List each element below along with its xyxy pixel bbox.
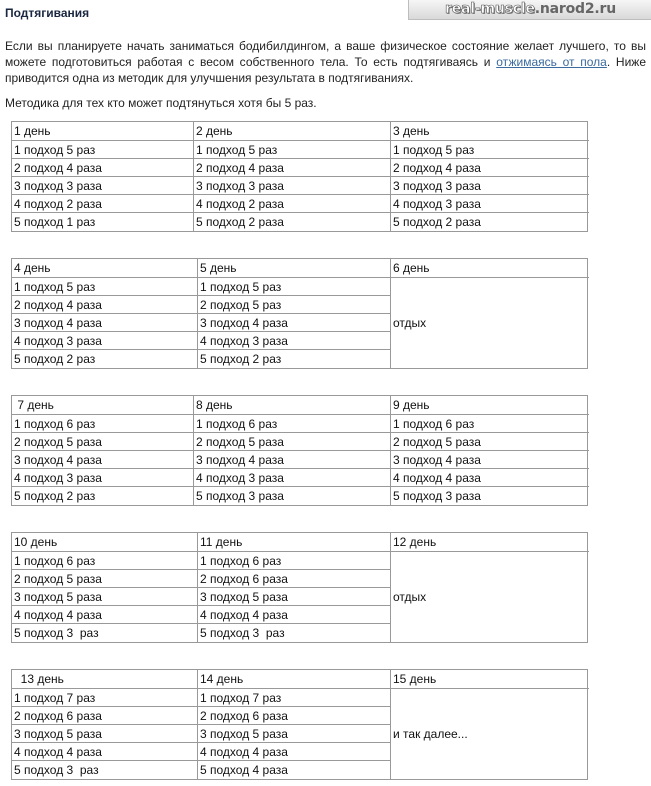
set-cell: 1 подход 6 раз <box>391 415 589 433</box>
set-cell: 2 подход 5 раза <box>194 433 391 451</box>
set-cell: 2 подход 6 раза <box>198 570 391 588</box>
set-cell: 5 подход 2 раз <box>198 350 391 368</box>
set-cell: 4 подход 4 раза <box>391 469 589 487</box>
set-cell: 2 подход 5 раза <box>391 433 589 451</box>
set-cell: 2 подход 5 раза <box>12 433 194 451</box>
set-cell: 5 подход 3 раза <box>194 487 391 505</box>
rest-cell: отдых <box>393 590 427 604</box>
set-cell: 4 подход 4 раза <box>12 743 198 761</box>
workout-table <box>11 669 588 780</box>
set-cell: 1 подход 6 раз <box>12 552 198 570</box>
set-cell: 4 подход 2 раза <box>12 195 194 213</box>
set-cell: 2 подход 4 раза <box>12 296 198 314</box>
page-title: Подтягивания <box>5 6 90 20</box>
set-cell: 4 подход 4 раза <box>12 606 198 624</box>
rest-cell: отдых <box>393 316 427 330</box>
set-cell: 5 подход 2 раза <box>393 215 481 229</box>
logo-part1: real-muscle <box>445 1 535 17</box>
set-cell: 1 подход 6 раз <box>12 415 194 433</box>
set-cell: 1 подход 5 раз <box>198 278 391 296</box>
set-cell: 3 подход 4 раза <box>194 451 391 469</box>
workout-table <box>11 121 588 232</box>
set-cell: 3 подход 3 раза <box>194 177 391 195</box>
set-cell: 1 подход 5 раз <box>194 141 391 159</box>
set-cell: 5 подход 3 раза <box>393 489 481 503</box>
day-header: 1 день <box>12 122 194 141</box>
day-header: 13 день <box>12 670 198 689</box>
set-cell: 3 подход 5 раза <box>198 725 391 743</box>
set-cell: 3 подход 4 раза <box>12 314 198 332</box>
logo-part2: .narod2.ru <box>534 1 616 17</box>
set-cell: 1 подход 5 раз <box>12 278 198 296</box>
method-title: Методика для тех кто может подтянуться хотя бы 5 раз. <box>5 96 317 110</box>
set-cell: 5 подход 4 раза <box>198 761 391 779</box>
set-cell: 4 подход 4 раза <box>198 606 391 624</box>
set-cell: 4 подход 3 раза <box>198 332 391 350</box>
set-cell: 1 подход 6 раз <box>198 552 391 570</box>
set-cell: 3 подход 5 раза <box>198 588 391 606</box>
set-cell: 2 подход 6 раза <box>12 707 198 725</box>
day-header: 6 день <box>391 259 589 278</box>
set-cell: 4 подход 3 раза <box>194 469 391 487</box>
day-header: 3 день <box>391 122 589 141</box>
set-cell: 3 подход 5 раза <box>12 588 198 606</box>
set-cell: 3 подход 5 раза <box>12 725 198 743</box>
push-ups-link[interactable]: отжимаясь от пола <box>496 55 607 69</box>
day-header: 12 день <box>391 533 589 552</box>
intro-text-after: . Ниже приводится одна из методик для улучшения результата в подтягиваниях. <box>5 55 646 85</box>
set-cell: 2 подход 6 раза <box>198 707 391 725</box>
day-header: 11 день <box>198 533 391 552</box>
set-cell: 1 подход 5 раз <box>12 141 194 159</box>
set-cell: 5 подход 3 раз <box>198 624 391 642</box>
workout-table <box>11 395 588 506</box>
set-cell: 1 подход 7 раз <box>12 689 198 707</box>
set-cell: 5 подход 2 раз <box>12 487 194 505</box>
set-cell: 1 подход 7 раз <box>198 689 391 707</box>
set-cell: 4 подход 2 раза <box>194 195 391 213</box>
workout-table <box>11 532 588 643</box>
day-header: 14 день <box>198 670 391 689</box>
set-cell: 5 подход 1 раз <box>12 213 194 231</box>
day-header: 4 день <box>12 259 198 278</box>
set-cell: 1 подход 5 раз <box>391 141 589 159</box>
set-cell: 4 подход 4 раза <box>198 743 391 761</box>
workout-table <box>11 258 588 369</box>
set-cell: 3 подход 3 раза <box>12 177 194 195</box>
day-header: 2 день <box>194 122 391 141</box>
set-cell: 5 подход 3 раз <box>12 761 198 779</box>
day-header: 10 день <box>12 533 198 552</box>
day-header: 8 день <box>194 396 391 415</box>
rest-cell: и так далее... <box>393 727 468 741</box>
set-cell: 5 подход 3 раз <box>12 624 198 642</box>
day-header: 5 день <box>198 259 391 278</box>
set-cell: 2 подход 4 раза <box>391 159 589 177</box>
set-cell: 2 подход 4 раза <box>194 159 391 177</box>
intro-text-before: Если вы планируете начать заниматься бодибилдингом, а ваше физическое состояние желает лучшего, то вы можете подготовиться работая с весом собственного тела. То есть подтягиваясь и <box>5 39 646 69</box>
set-cell: 1 подход 6 раз <box>194 415 391 433</box>
set-cell: 2 подход 4 раза <box>12 159 194 177</box>
set-cell: 4 подход 3 раза <box>391 195 589 213</box>
set-cell: 3 подход 4 раза <box>391 451 589 469</box>
day-header: 9 день <box>391 396 589 415</box>
set-cell: 3 подход 4 раза <box>12 451 194 469</box>
set-cell: 5 подход 2 раза <box>194 213 391 231</box>
set-cell: 4 подход 3 раза <box>12 469 194 487</box>
intro-paragraph <box>5 38 646 86</box>
set-cell: 3 подход 4 раза <box>198 314 391 332</box>
set-cell: 5 подход 2 раз <box>12 350 198 368</box>
set-cell: 2 подход 5 раз <box>198 296 391 314</box>
set-cell: 2 подход 5 раза <box>12 570 198 588</box>
day-header: 15 день <box>391 670 589 689</box>
set-cell: 3 подход 3 раза <box>391 177 589 195</box>
set-cell: 4 подход 3 раза <box>12 332 198 350</box>
site-logo <box>408 0 651 20</box>
day-header: 7 день <box>12 396 194 415</box>
